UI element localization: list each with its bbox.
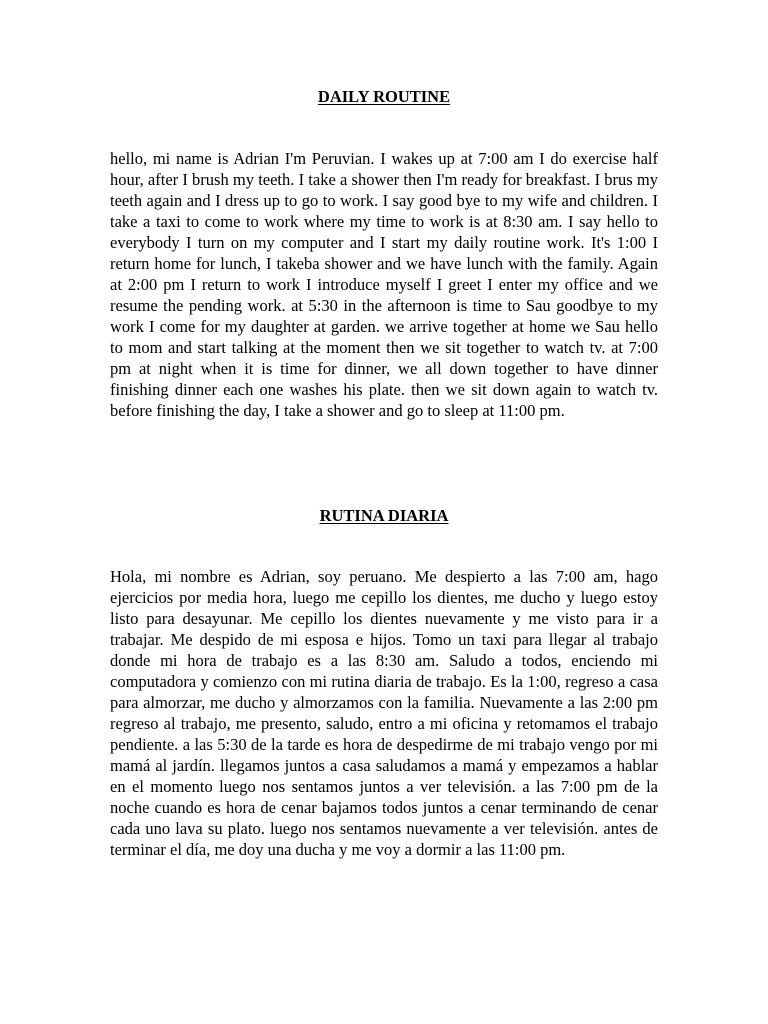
english-section-paragraph: hello, mi name is Adrian I'm Peruvian. I wakes up at 7:00 am I do exercise half hour, after I brush my teeth. I take a shower then I'm ready for breakfast. I brus my teeth again and I dress up to go to work. I say good bye to my wife and children. I take a taxi to come to work where my time to work is at 8:30 am. I say hello to everybody I turn on my computer and I start my daily routine work. It's 1:00 I return home for lunch, I takeba shower and we have lunch with the family. Again at 2:00 pm I return to work I introduce myself I greet I enter my office and we resume the pending work. at 5:30 in the afternoon is time to Sau goodbye to my work I come for my daughter at garden. we arrive together at home we Sau hello to mom and start talking at the moment then we sit together to watch tv. at 7:00 pm at night when it is time for dinner, we all down together to have dinner finishing dinner each one washes his plate. then we sit down again to watch tv. before finishing the day, I take a shower and go to sleep at 11:00 pm. xyxy=(110,149,658,420)
english-section-title: DAILY ROUTINE xyxy=(317,87,451,106)
spanish-section-title: RUTINA DIARIA xyxy=(319,506,449,525)
spanish-section-paragraph: Hola, mi nombre es Adrian, soy peruano. Me despierto a las 7:00 am, hago ejercicios por media hora, luego me cepillo los dientes, me ducho y luego estoy listo para desayunar. Me cepillo los dientes nuevamente y me visto para ir a trabajar. Me despido de mi esposa e hijos. Tomo un taxi para llegar al trabajo donde mi hora de trabajo es a las 8:30 am. Saludo a todos, enciendo mi computadora y comienzo con mi rutina diaria de trabajo. Es la 1:00, regreso a casa para almorzar, me ducho y almorzamos con la familia. Nuevamente a las 2:00 pm regreso al trabajo, me presento, saludo, entro a mi oficina y retomamos el trabajo pendiente. a las 5:30 de la tarde es hora de despedirme de mi trabajo vengo por mi mamá al jardín. llegamos juntos a casa saludamos a mamá y empezamos a hablar en el momento luego nos sentamos juntos a ver televisión. a las 7:00 pm de la noche cuando es hora de cenar bajamos todos juntos a cenar terminando de cenar cada uno lava su plato. luego nos sentamos nuevamente a ver televisión. antes de terminar el día, me doy una ducha y me voy a dormir a las 11:00 pm. xyxy=(110,567,658,859)
